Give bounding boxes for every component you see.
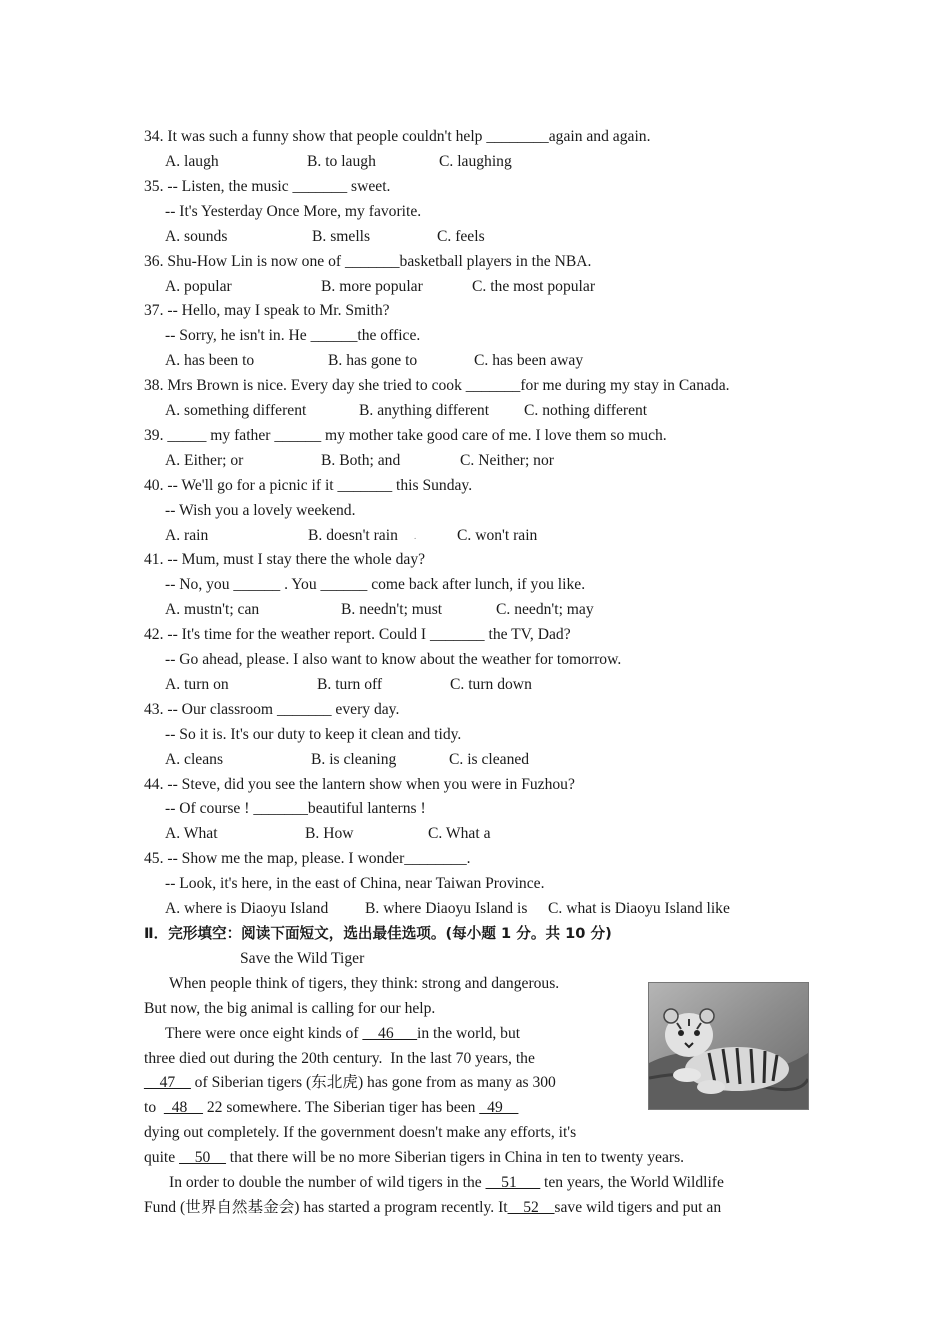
- passage-title: Save the Wild Tiger: [240, 950, 365, 967]
- q37-option-c: C. has been away: [474, 352, 584, 369]
- passage-line: quite __50__ that there will be no more Siberian tigers in China in ten to twenty years.: [144, 1149, 685, 1166]
- q35-option-a: A. sounds: [165, 228, 228, 245]
- q42-option-b: B. turn off: [317, 676, 383, 693]
- q34-option-a: A. laugh: [165, 153, 219, 170]
- q36-option-c: C. the most popular: [472, 278, 596, 295]
- passage-line: There were once eight kinds of __46___in the world, but: [165, 1025, 521, 1042]
- question-40-reply: -- Wish you a lovely weekend.: [165, 502, 356, 519]
- question-38: 38. Mrs Brown is nice. Every day she tried to cook _______for me during my stay in Canada.: [144, 377, 730, 394]
- question-45: 45. -- Show me the map, please. I wonder________.: [144, 850, 471, 867]
- q40-option-c: C. won't rain: [457, 527, 538, 544]
- q35-option-b: B. smells: [312, 228, 371, 245]
- q35-option-c: C. feels: [437, 228, 485, 245]
- question-42-reply: -- Go ahead, please. I also want to know about the weather for tomorrow.: [165, 651, 622, 668]
- q39-option-a: A. Either; or: [165, 452, 244, 469]
- q34-option-c: C. laughing: [439, 153, 512, 170]
- question-43: 43. -- Our classroom _______ every day.: [144, 701, 400, 718]
- stray-dot: .: [414, 531, 417, 541]
- passage-line: dying out completely. If the government doesn't make any efforts, it's: [144, 1124, 577, 1141]
- blank-48: _48__: [163, 1099, 203, 1116]
- q34-option-b: B. to laugh: [307, 153, 376, 170]
- q45-option-c: C. what is Diaoyu Island like: [548, 900, 730, 917]
- question-43-reply: -- So it is. It's our duty to keep it clean and tidy.: [165, 726, 462, 743]
- q38-option-b: B. anything different: [359, 402, 490, 419]
- question-44: 44. -- Steve, did you see the lantern show when you were in Fuzhou?: [144, 776, 575, 793]
- question-35: 35. -- Listen, the music _______ sweet.: [144, 178, 391, 195]
- q42-option-a: A. turn on: [165, 676, 229, 693]
- question-37: 37. -- Hello, may I speak to Mr. Smith?: [144, 302, 390, 319]
- passage-line: Fund (世界自然基金会) has started a program recently. It__52__save wild tigers and put an: [144, 1199, 722, 1216]
- question-39: 39. _____ my father ______ my mother take good care of me. I love them so much.: [144, 427, 667, 444]
- q36-option-b: B. more popular: [321, 278, 423, 295]
- question-41: 41. -- Mum, must I stay there the whole day?: [144, 551, 426, 568]
- q37-option-a: A. has been to: [165, 352, 255, 369]
- tiger-illustration: [649, 983, 808, 1109]
- q44-option-a: A. What: [165, 825, 218, 842]
- q44-option-b: B. How: [305, 825, 354, 842]
- tiger-cub-photo: [648, 982, 809, 1110]
- blank-50: __50__: [179, 1149, 226, 1166]
- passage-line: three died out during the 20th century. In the last 70 years, the: [144, 1050, 535, 1067]
- q37-option-b: B. has gone to: [328, 352, 418, 369]
- blank-49: _49__: [479, 1099, 519, 1116]
- q43-option-a: A. cleans: [165, 751, 224, 768]
- q40-option-a: A. rain: [165, 527, 209, 544]
- question-44-reply: -- Of course ! _______beautiful lanterns !: [165, 800, 426, 817]
- q38-option-c: C. nothing different: [524, 402, 648, 419]
- section-heading: Ⅱ．完形填空：阅读下面短文，选出最佳选项。(每小题 1 分。共 10 分): [144, 925, 612, 942]
- q41-option-b: B. needn't; must: [341, 601, 443, 618]
- question-35-reply: -- It's Yesterday Once More, my favorite.: [165, 203, 422, 220]
- passage-line: to _48__ 22 somewhere. The Siberian tiger has been _49__: [144, 1099, 519, 1116]
- question-41-reply: -- No, you ______ . You ______ come back after lunch, if you like.: [165, 576, 586, 593]
- q43-option-b: B. is cleaning: [311, 751, 397, 768]
- question-36: 36. Shu-How Lin is now one of _______basketball players in the NBA.: [144, 253, 592, 270]
- blank-52: __52__: [507, 1199, 555, 1216]
- q41-option-c: C. needn't; may: [496, 601, 594, 618]
- question-40: 40. -- We'll go for a picnic if it _______ this Sunday.: [144, 477, 473, 494]
- q45-option-a: A. where is Diaoyu Island: [165, 900, 329, 917]
- blank-51: __51___: [485, 1174, 541, 1191]
- passage-line: When people think of tigers, they think: strong and dangerous.: [169, 975, 560, 992]
- blank-46: __46___: [362, 1025, 418, 1042]
- blank-47: __47__: [144, 1074, 191, 1091]
- question-42: 42. -- It's time for the weather report. Could I _______ the TV, Dad?: [144, 626, 571, 643]
- passage-line: __47__ of Siberian tigers (东北虎) has gone from as many as 300: [144, 1074, 556, 1091]
- q43-option-c: C. is cleaned: [449, 751, 530, 768]
- q45-option-b: B. where Diaoyu Island is: [365, 900, 528, 917]
- q39-option-c: C. Neither; nor: [460, 452, 554, 469]
- question-37-reply: -- Sorry, he isn't in. He ______the office.: [165, 327, 421, 344]
- q41-option-a: A. mustn't; can: [165, 601, 260, 618]
- q40-option-b: B. doesn't rain: [308, 527, 398, 544]
- passage-line: In order to double the number of wild tigers in the __51___ ten years, the World Wildlife: [169, 1174, 724, 1191]
- question-45-reply: -- Look, it's here, in the east of China, near Taiwan Province.: [165, 875, 545, 892]
- q44-option-c: C. What a: [428, 825, 491, 842]
- q36-option-a: A. popular: [165, 278, 232, 295]
- q39-option-b: B. Both; and: [321, 452, 401, 469]
- question-34: 34. It was such a funny show that people couldn't help ________again and again.: [144, 128, 651, 145]
- passage-line: But now, the big animal is calling for our help.: [144, 1000, 436, 1017]
- q38-option-a: A. something different: [165, 402, 307, 419]
- q42-option-c: C. turn down: [450, 676, 532, 693]
